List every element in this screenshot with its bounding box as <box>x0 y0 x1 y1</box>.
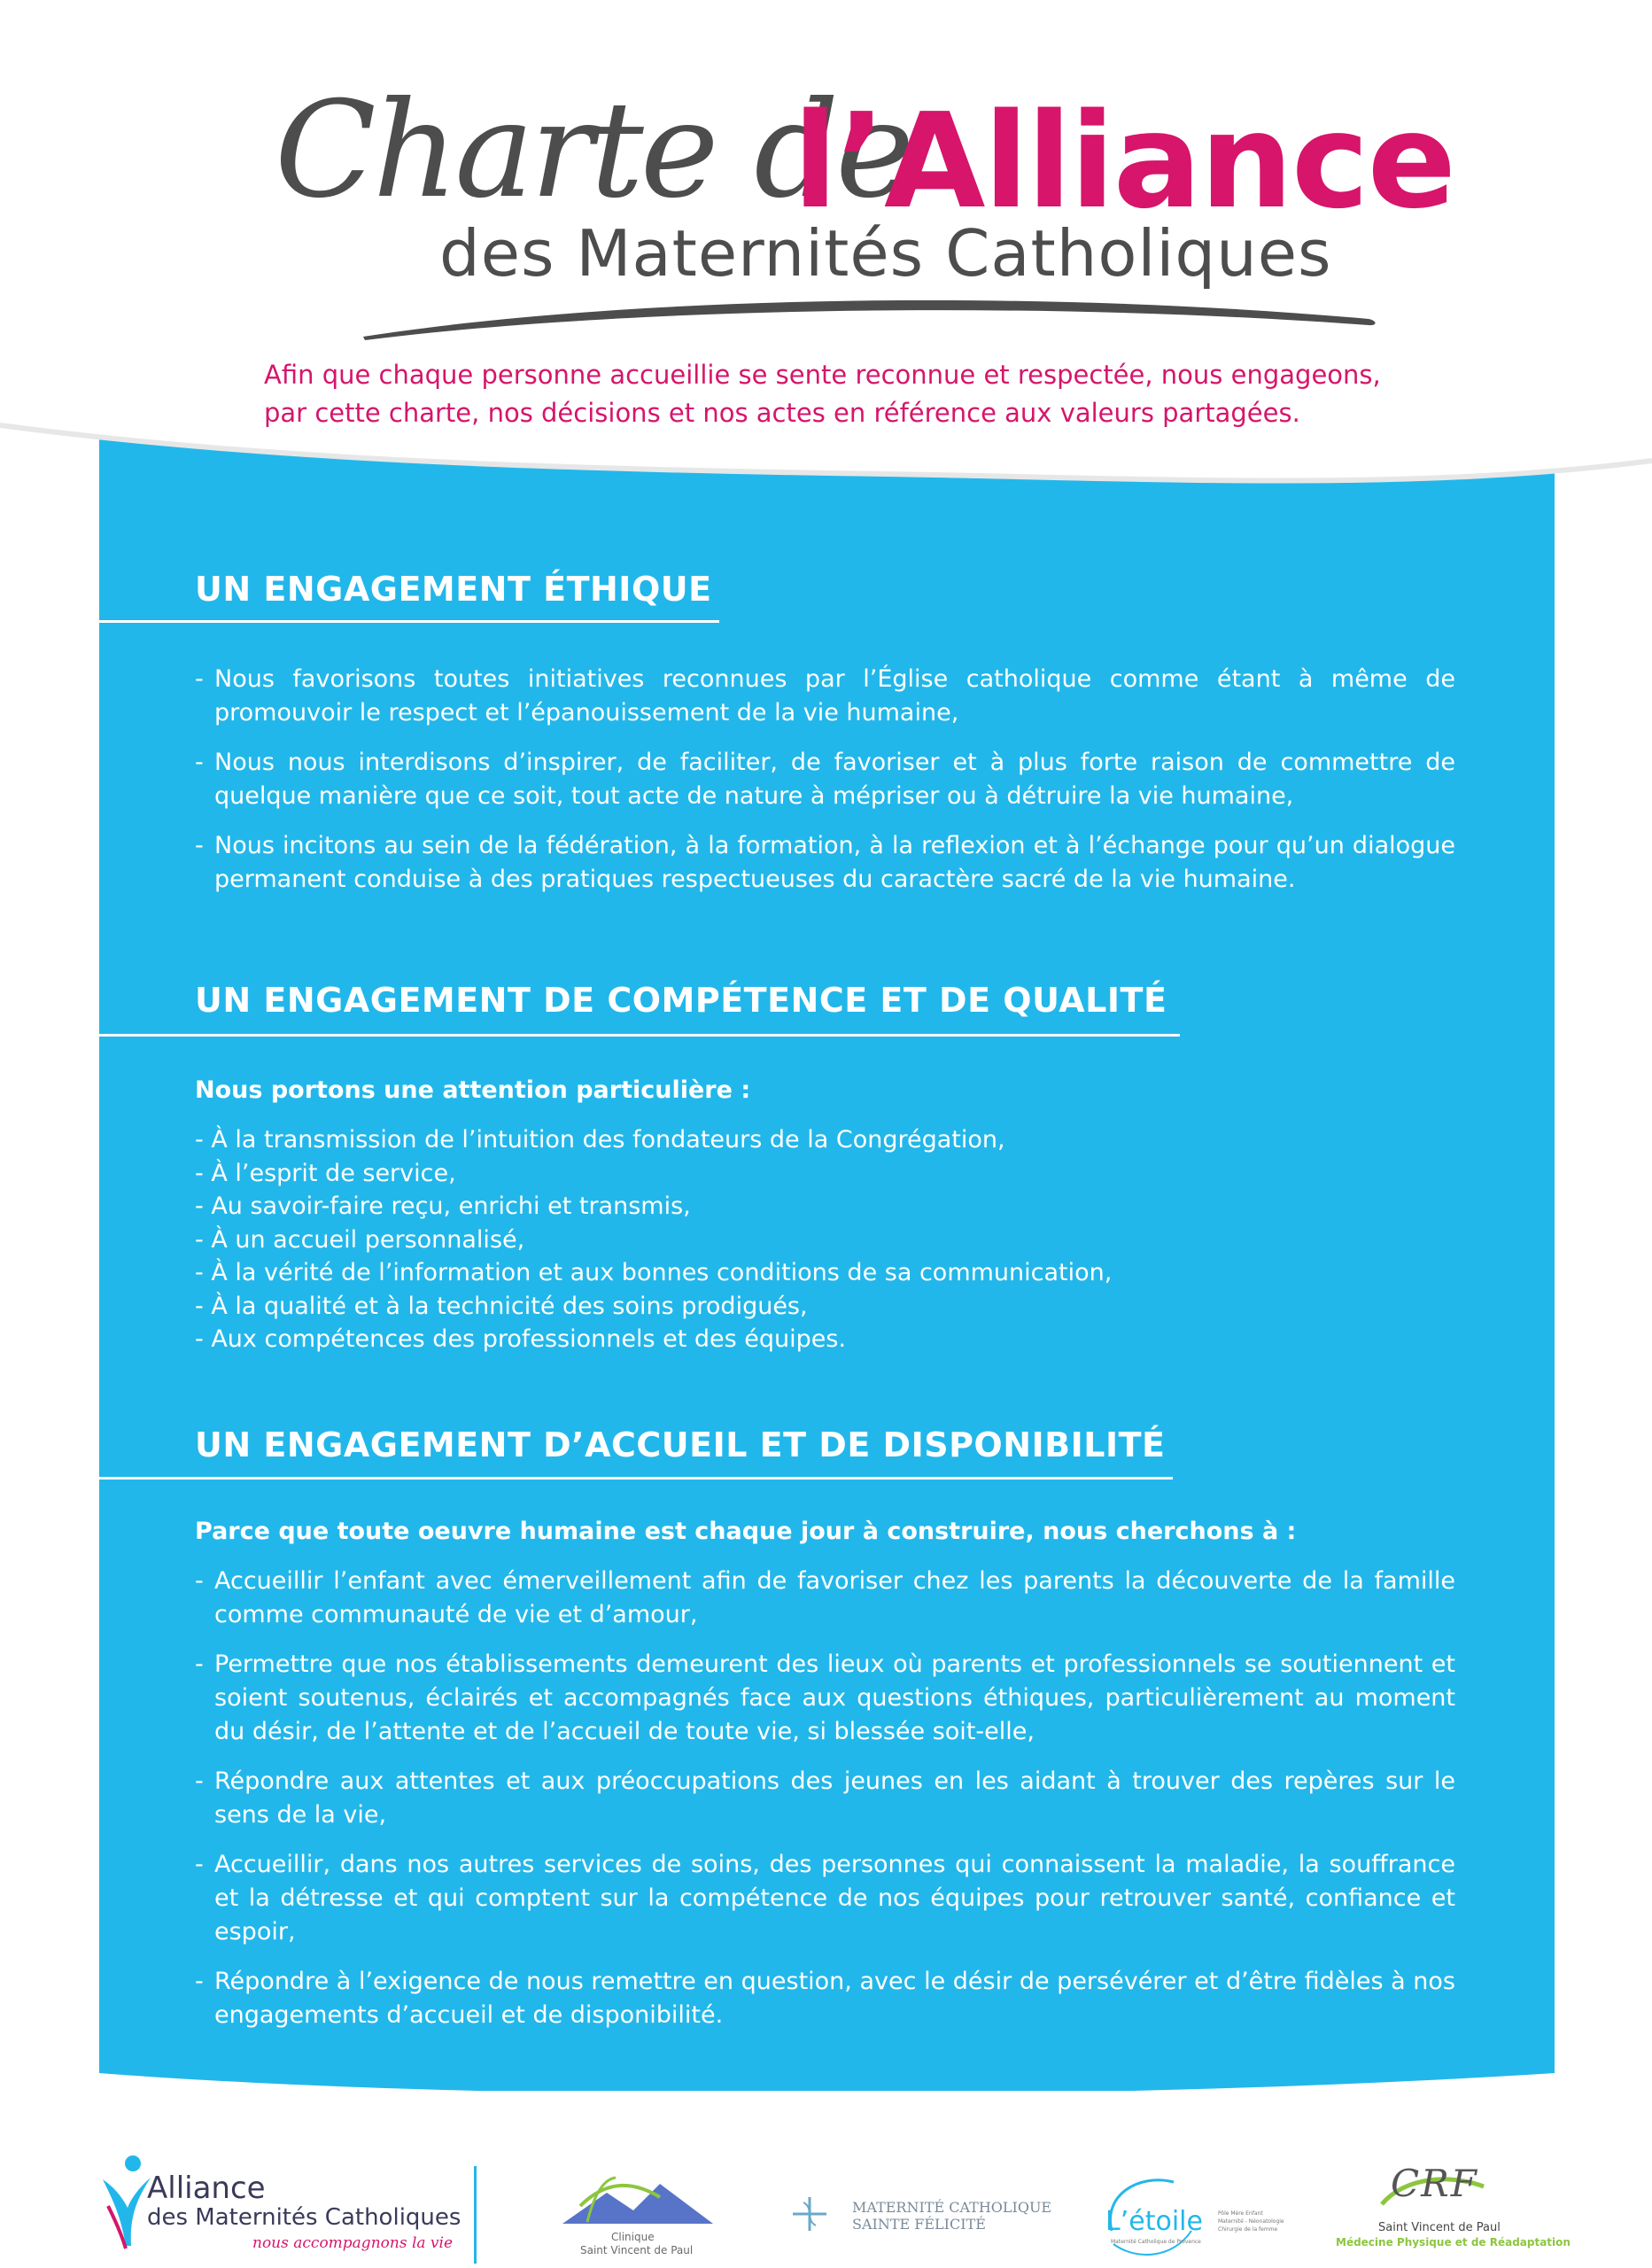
section-heading-competence: UN ENGAGEMENT DE COMPÉTENCE ET DE QUALITÉ <box>195 981 1167 1020</box>
list-item: - Accueillir l’enfant avec émerveillement afin de favoriser chez les parents la découverte de la famille comme communauté de vie et d’amour, <box>195 1567 1455 1628</box>
clinique-label-1: Clinique <box>611 2231 655 2243</box>
crf-mark: CRF <box>1391 2162 1478 2205</box>
section-body-ethique <box>195 663 1455 913</box>
felicite-label-1: MATERNITÉ CATHOLIQUE <box>852 2199 1052 2216</box>
list-item: - Répondre aux attentes et aux préoccupations des jeunes en les aidant à trouver des repères sur le sens de la vie, <box>195 1767 1455 1829</box>
crf-label-1: Saint Vincent de Paul <box>1378 2221 1501 2234</box>
alliance-logo-name-1: Alliance <box>147 2171 266 2206</box>
list-item: - Accueillir, dans nos autres services de soins, des personnes qui connaissent la maladie, la souffrance et la détresse et qui comptent sur la compétence de nos équipes pour retrouver santé, confiance et espoir, <box>195 1851 1455 1946</box>
etoile-name: L’étoile <box>1105 2206 1203 2237</box>
list-item: - Nous favorisons toutes initiatives reconnues par l’Église catholique comme étant à même de promouvoir le respect et l’épanouissement de la vie humaine, <box>195 665 1455 726</box>
title-subtitle: des Maternités Catholiques <box>439 216 1332 291</box>
clinique-label-2: Saint Vincent de Paul <box>580 2244 694 2256</box>
footer-divider <box>474 2166 477 2264</box>
etoile-subtitle: Maternité Catholique de Provence <box>1111 2239 1201 2245</box>
section-body-competence <box>195 1074 1455 1356</box>
intro-line-2: par cette charte, nos décisions et nos actes en référence aux valeurs partagées. <box>264 398 1300 428</box>
intro-text <box>264 356 1442 432</box>
section-rule-ethique <box>99 620 719 623</box>
clinique-mountain-icon <box>554 2171 722 2233</box>
section-lead: Nous portons une attention particulière : <box>195 1076 751 1104</box>
felicite-label-2: SAINTE FÉLICITÉ <box>852 2216 986 2233</box>
section-heading-ethique: UN ENGAGEMENT ÉTHIQUE <box>195 570 712 609</box>
felicite-cross-icon <box>791 2195 828 2233</box>
section-heading-accueil: UN ENGAGEMENT D’ACCUEIL ET DE DISPONIBILITÉ <box>195 1425 1166 1464</box>
intro-line-1: Afin que chaque personne accueillie se sente reconnue et respectée, nous engageons, <box>264 360 1381 390</box>
list-item: - Nous nous interdisons d’inspirer, de faciliter, de favoriser et à plus forte raison de commettre de quelque manière que ce soit, tout acte de nature à mépriser ou à détruire la vie humaine, <box>195 749 1455 810</box>
list-item: - Répondre à l’exigence de nous remettre en question, avec le désir de persévérer et d’être fidèles à nos engagements d’accueil et de disponibilité. <box>195 1968 1455 2029</box>
list-item: - Au savoir-faire reçu, enrichi et transmis, <box>195 1192 691 1220</box>
section-rule-competence <box>99 1034 1180 1037</box>
footer-logos <box>0 2126 1652 2268</box>
etoile-side-2: Maternité - Néonatologie <box>1218 2218 1284 2225</box>
crf-label-2: Médecine Physique et de Réadaptation <box>1336 2236 1571 2249</box>
list-item: - Aux compétences des professionnels et des équipes. <box>195 1325 847 1353</box>
alliance-logo-tagline: nous accompagnons la vie <box>252 2234 454 2252</box>
list-item: - Permettre que nos établissements demeurent des lieux où parents et professionnels se soutiennent et soient soutenus, éclairés et accompagnés face aux questions éthiques, particulièrement au moment du désir, de l’attente et de l’accueil de toute vie, si blessée soit-elle, <box>195 1651 1455 1745</box>
list-item: - Nous incitons au sein de la fédération, à la formation, à la reflexion et à l’échange pour qu’un dialogue permanent conduise à des pratiques respectueuses du caractère sacré de la vie humaine. <box>195 832 1455 893</box>
section-body-accueil <box>195 1515 1455 2048</box>
section-lead: Parce que toute oeuvre humaine est chaque jour à construire, nous cherchons à : <box>195 1518 1297 1545</box>
list-item: - À un accueil personnalisé, <box>195 1225 525 1254</box>
etoile-side-3: Chirurgie de la femme <box>1218 2226 1278 2233</box>
list-item: - À la qualité et à la technicité des soins prodigués, <box>195 1292 808 1320</box>
list-item: - À l’esprit de service, <box>195 1159 456 1187</box>
section-rule-accueil <box>99 1477 1173 1480</box>
list-item: - À la vérité de l’information et aux bonnes conditions de sa communication, <box>195 1259 1113 1286</box>
title-script: Charte de <box>275 74 911 228</box>
etoile-side-1: Pôle Mère Enfant <box>1218 2210 1263 2217</box>
title-alliance: l’Alliance <box>793 85 1455 237</box>
alliance-logo-name-2: des Maternités Catholiques <box>147 2204 461 2231</box>
list-item: - À la transmission de l’intuition des fondateurs de la Congrégation, <box>195 1126 1005 1153</box>
